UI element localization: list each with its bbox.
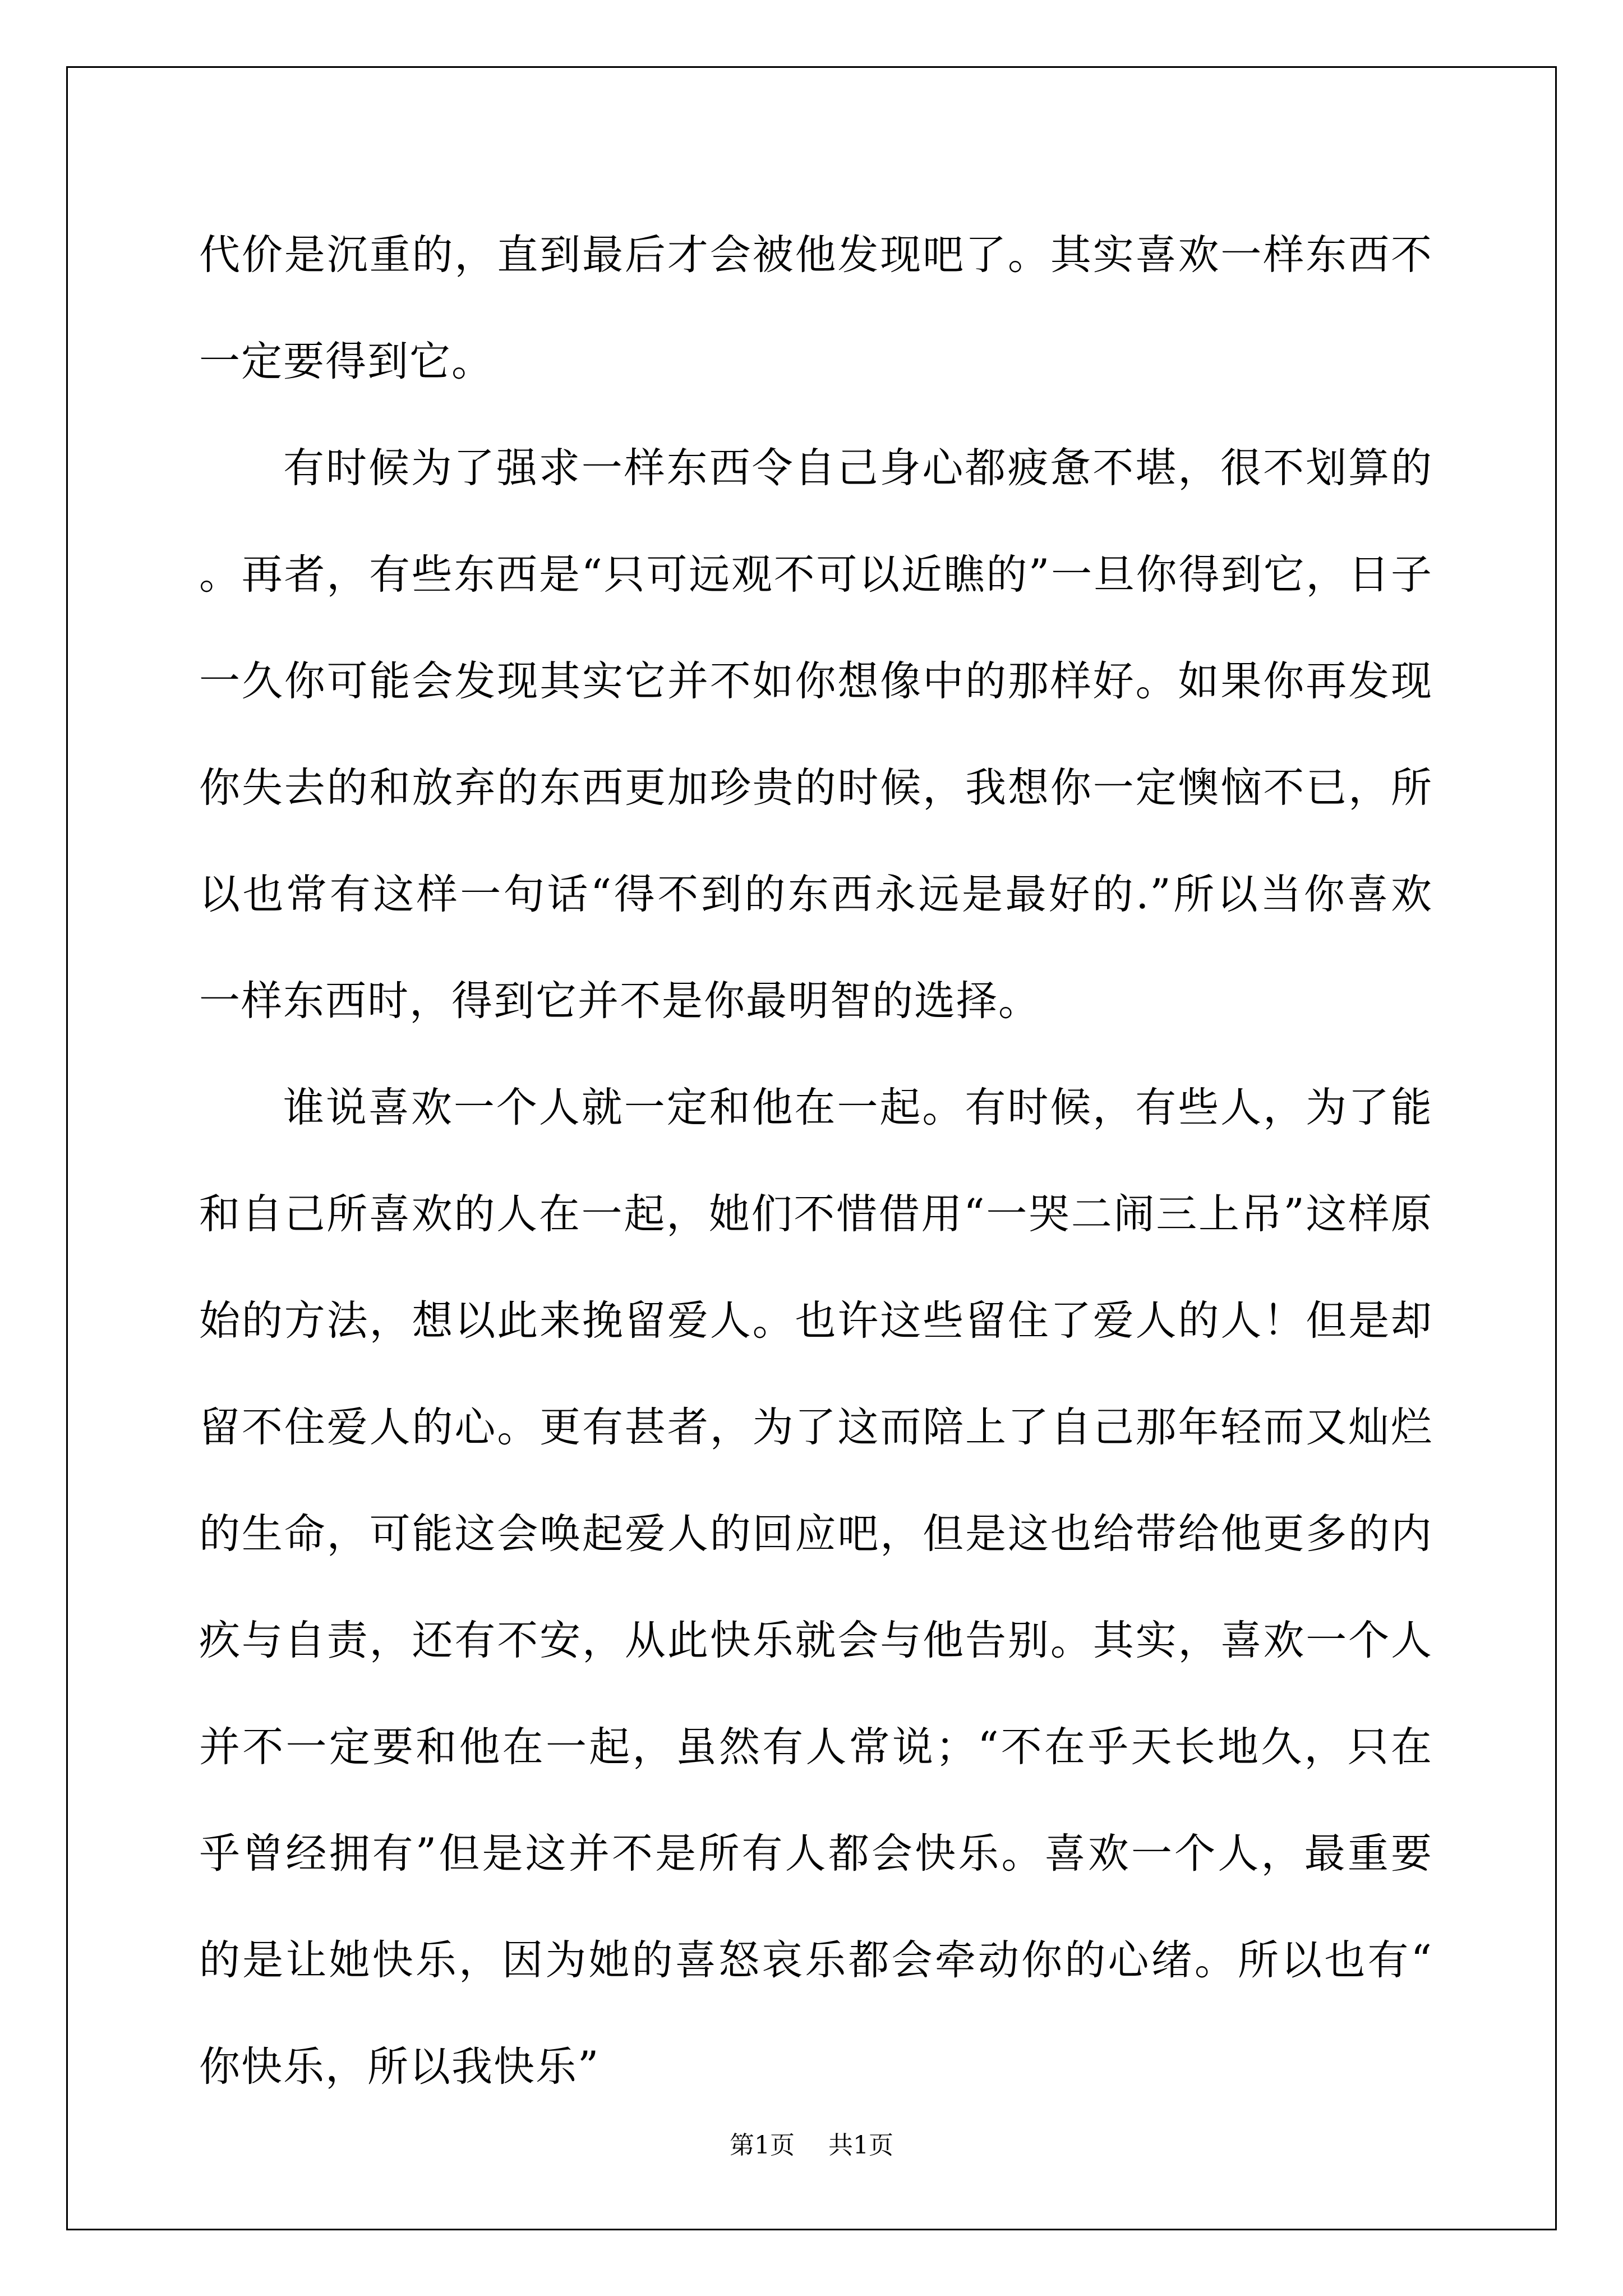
paragraph-2: 有时候为了强求一样东西令自己身心都疲惫不堪，很不划算的。再者，有些东西是“只可远观不可以近瞧的”一旦你得到它，日子一久你可能会发现其实它并不如你想像中的那样好。如果你再发现你失去的和放弃的东西更加珍贵的时候，我想你一定懊恼不已，所以也常有这样一句话“得不到的东西永远是最好的.”所以当你喜欢一样东西时，得到它并不是你最明智的选择。 <box>199 444 1433 1025</box>
paragraph-1: 代价是沉重的，直到最后才会被他发现吧了。其实喜欢一样东西不一定要得到它。 <box>199 231 1433 385</box>
page-number-total: 共1页 <box>828 2131 893 2160</box>
paragraph-3: 谁说喜欢一个人就一定和他在一起。有时候，有些人，为了能和自己所喜欢的人在一起，她们不惜借用“一哭二闹三上吊”这样原始的方法，想以此来挽留爱人。也许这些留住了爱人的人！但是却留不住爱人的心。更有甚者，为了这而陪上了自己那年轻而又灿烂的生命，可能这会唤起爱人的回应吧，但是这也给带给他更多的内疚与自责，还有不安，从此快乐就会与他告别。其实，喜欢一个人并不一定要和他在一起，虽然有人常说；“不在乎天长地久，只在乎曾经拥有”但是这并不是所有人都会快乐。喜欢一个人，最重要的是让她快乐，因为她的喜怒哀乐都会牵动你的心绪。所以也有“你快乐，所以我快乐” <box>199 1084 1433 2091</box>
page-number-current: 第1页 <box>730 2131 795 2160</box>
page-footer <box>0 2129 1623 2162</box>
document-body <box>199 202 1433 2120</box>
